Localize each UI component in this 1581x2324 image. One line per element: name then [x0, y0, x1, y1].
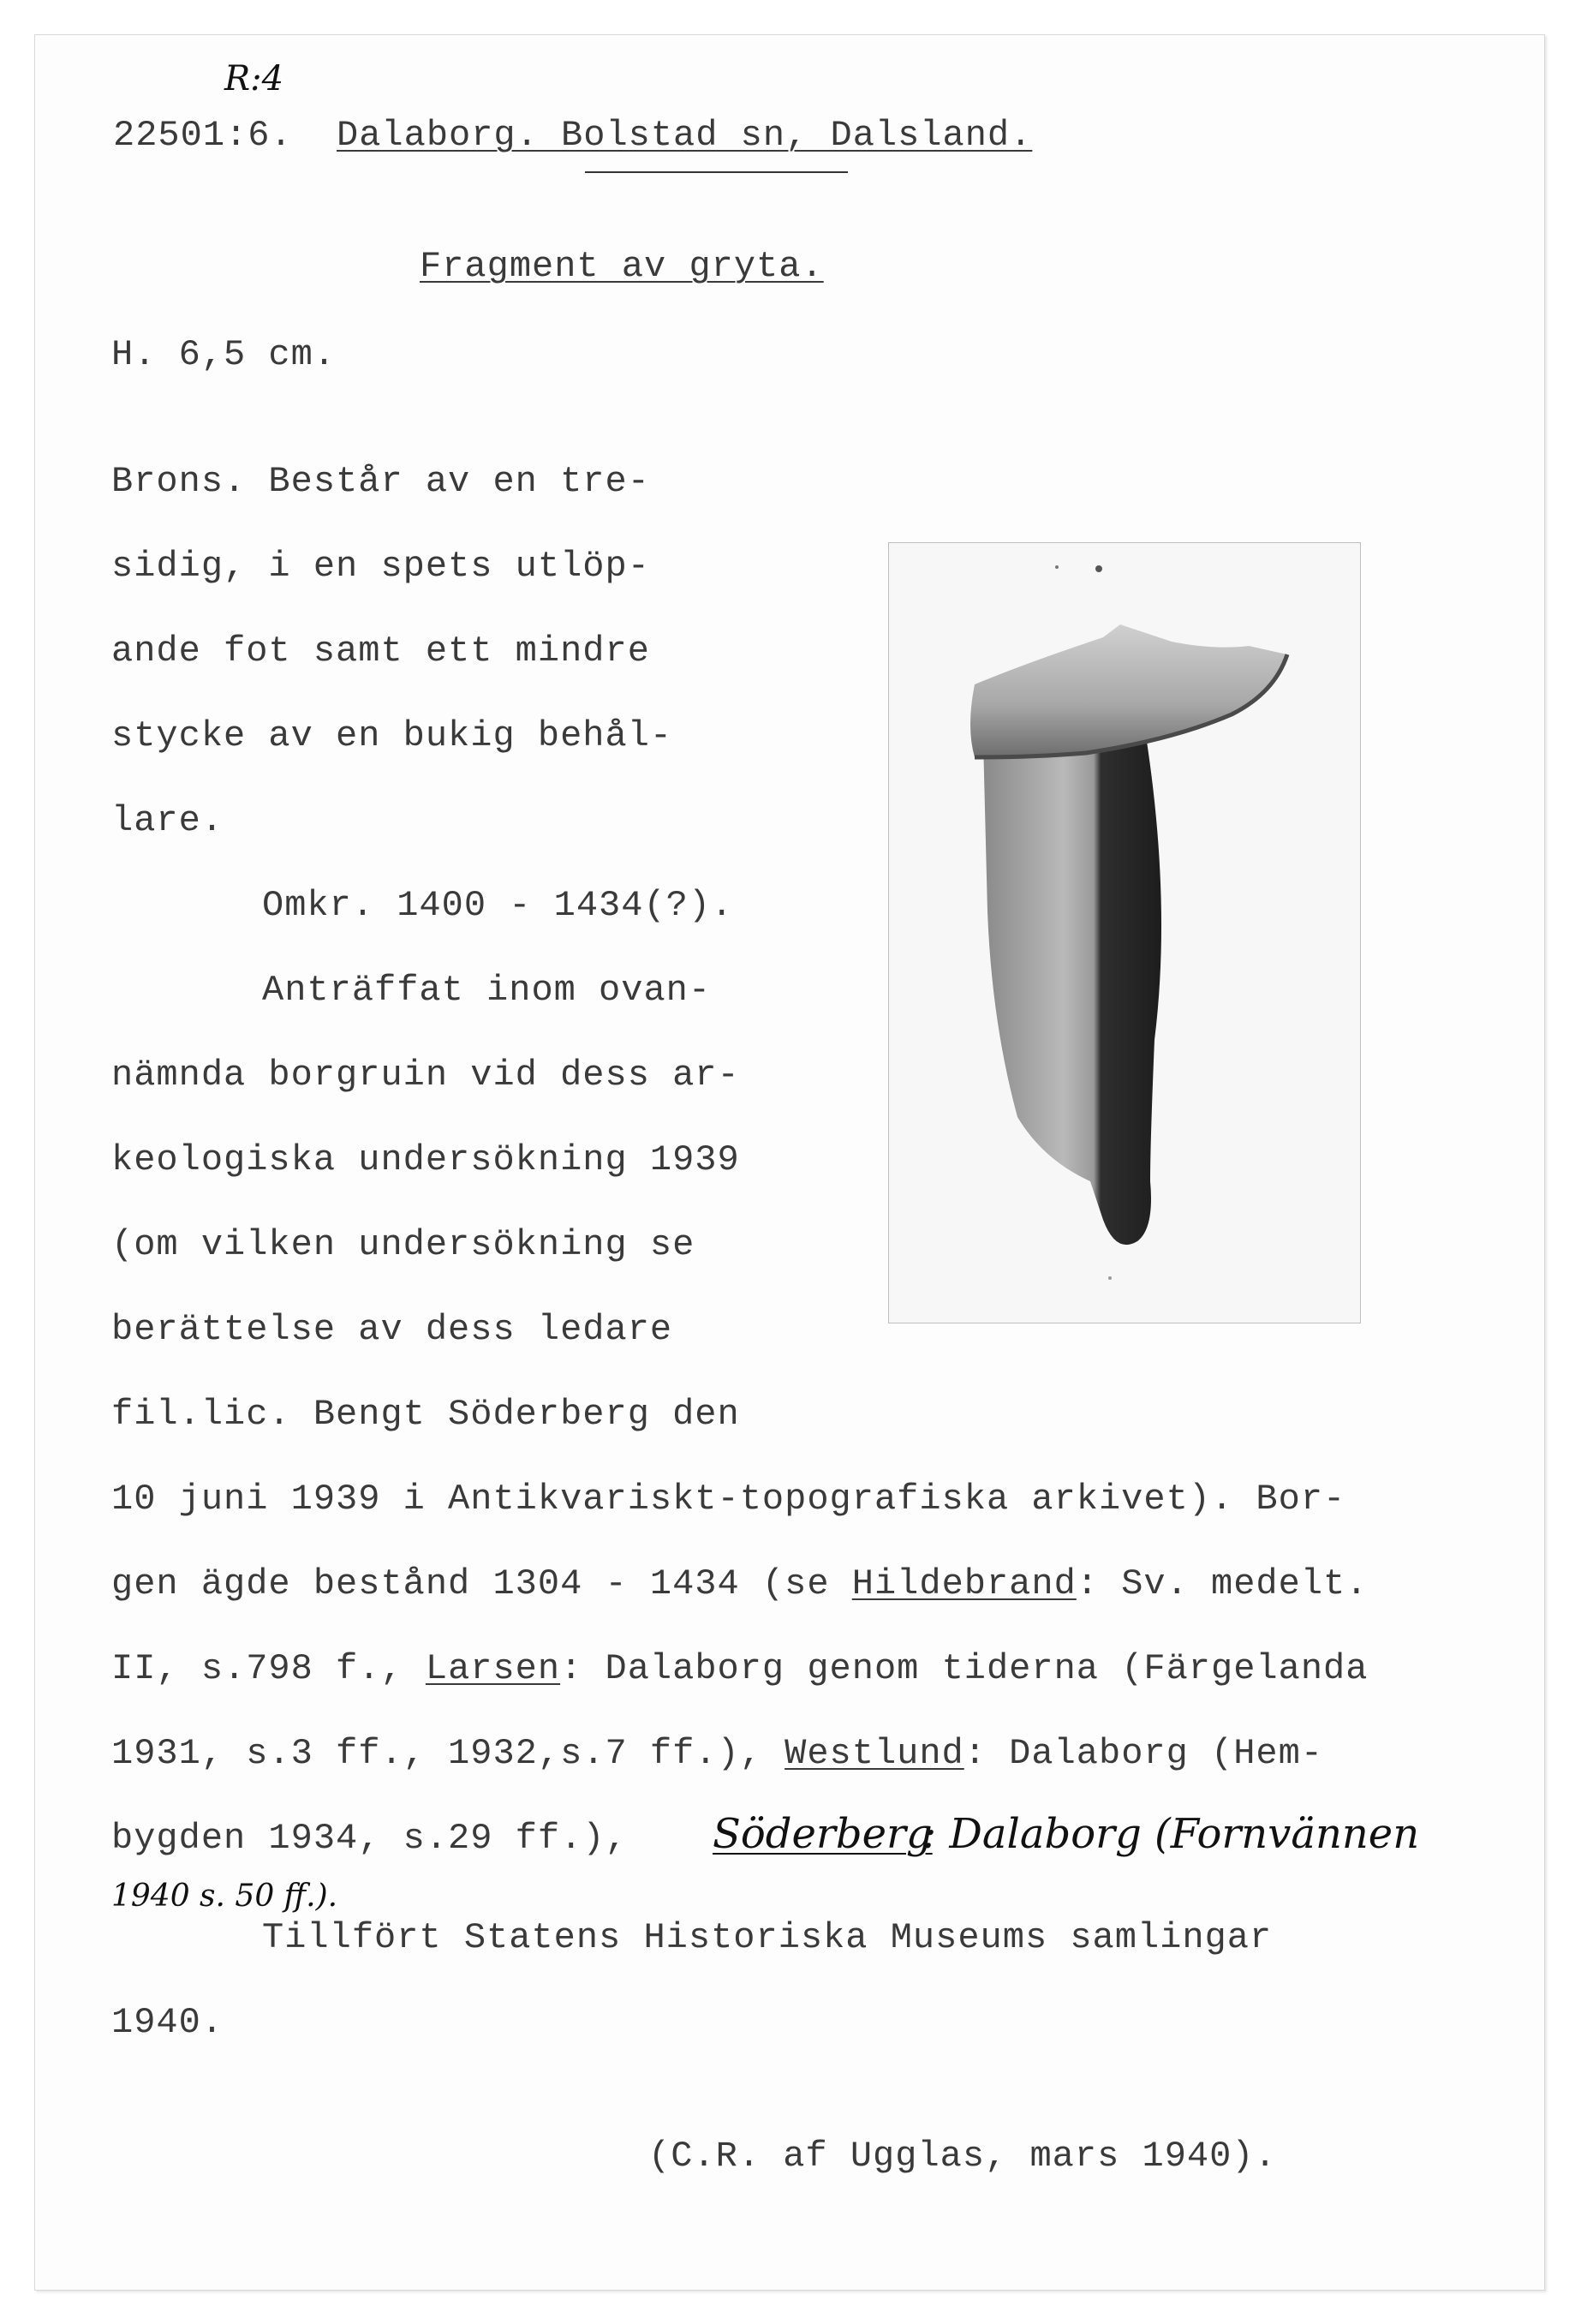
description-line: keologiska undersökning 1939	[111, 1139, 740, 1180]
handwritten-ref-continuation: 1940 s. 50 ff.).	[111, 1879, 338, 1914]
handwritten-ref-rest: : Dalaborg (Fornvännen	[922, 1810, 1420, 1858]
ref-westlund: Westlund	[785, 1733, 964, 1774]
description-line: ande fot samt ett mindre	[111, 630, 650, 672]
place-underline-rule	[585, 171, 848, 173]
handwritten-code: R:4	[224, 59, 284, 99]
object-height: H. 6,5 cm.	[111, 334, 337, 375]
references-text: : Sv. medelt.	[1076, 1563, 1369, 1604]
references-line	[111, 1648, 1369, 1689]
bronze-fragment-figure	[889, 543, 1360, 1323]
description-line: stycke av en bukig behål-	[111, 715, 673, 756]
references-line	[111, 1563, 1369, 1604]
fragment-leg	[983, 736, 1161, 1245]
description-line: nämnda borgruin vid dess ar-	[111, 1054, 740, 1096]
object-photograph	[888, 542, 1361, 1323]
dating-line: Omkr. 1400 - 1434(?).	[262, 885, 734, 926]
signature: (C.R. af Ugglas, mars 1940).	[648, 2136, 1277, 2177]
description-line: 10 juni 1939 i Antikvariskt-topografiska arkivet). Bor-	[111, 1479, 1346, 1520]
references-text: 1931, s.3 ff., 1932,s.7 ff.),	[111, 1733, 785, 1774]
references-line	[111, 1818, 628, 1859]
description-line: fil.lic. Bengt Söderberg den	[111, 1394, 740, 1435]
references-line	[111, 1733, 1324, 1774]
fragment-rim	[970, 624, 1287, 757]
description-line: sidig, i en spets utlöp-	[111, 546, 650, 587]
description-line: berättelse av dess ledare	[111, 1309, 673, 1350]
description-line: Brons. Består av en tre-	[111, 461, 650, 502]
catalog-place: Dalaborg. Bolstad sn, Dalsland.	[337, 115, 1033, 156]
description-line: (om vilken undersökning se	[111, 1224, 695, 1265]
references-text: gen ägde bestånd 1304 - 1434 (se	[111, 1563, 852, 1604]
references-text: II, s.798 f.,	[111, 1648, 426, 1689]
accession-year: 1940.	[111, 2002, 224, 2043]
description-line: Anträffat inom ovan-	[262, 970, 712, 1011]
ref-hildebrand: Hildebrand	[851, 1563, 1077, 1604]
ref-larsen: Larsen	[425, 1648, 561, 1689]
references-text: : Dalaborg genom tiderna (Färgelanda	[560, 1648, 1369, 1689]
description-line: lare.	[111, 800, 224, 841]
references-text: : Dalaborg (Hem-	[964, 1733, 1324, 1774]
catalog-number: 22501:6.	[113, 115, 293, 156]
accession-line: Tillfört Statens Historiska Museums samlingar	[262, 1917, 1273, 1958]
handwritten-ref-author: Söderberg	[713, 1810, 933, 1858]
object-title: Fragment av gryta.	[420, 246, 824, 287]
references-text: bygden 1934, s.29 ff.),	[111, 1818, 628, 1859]
